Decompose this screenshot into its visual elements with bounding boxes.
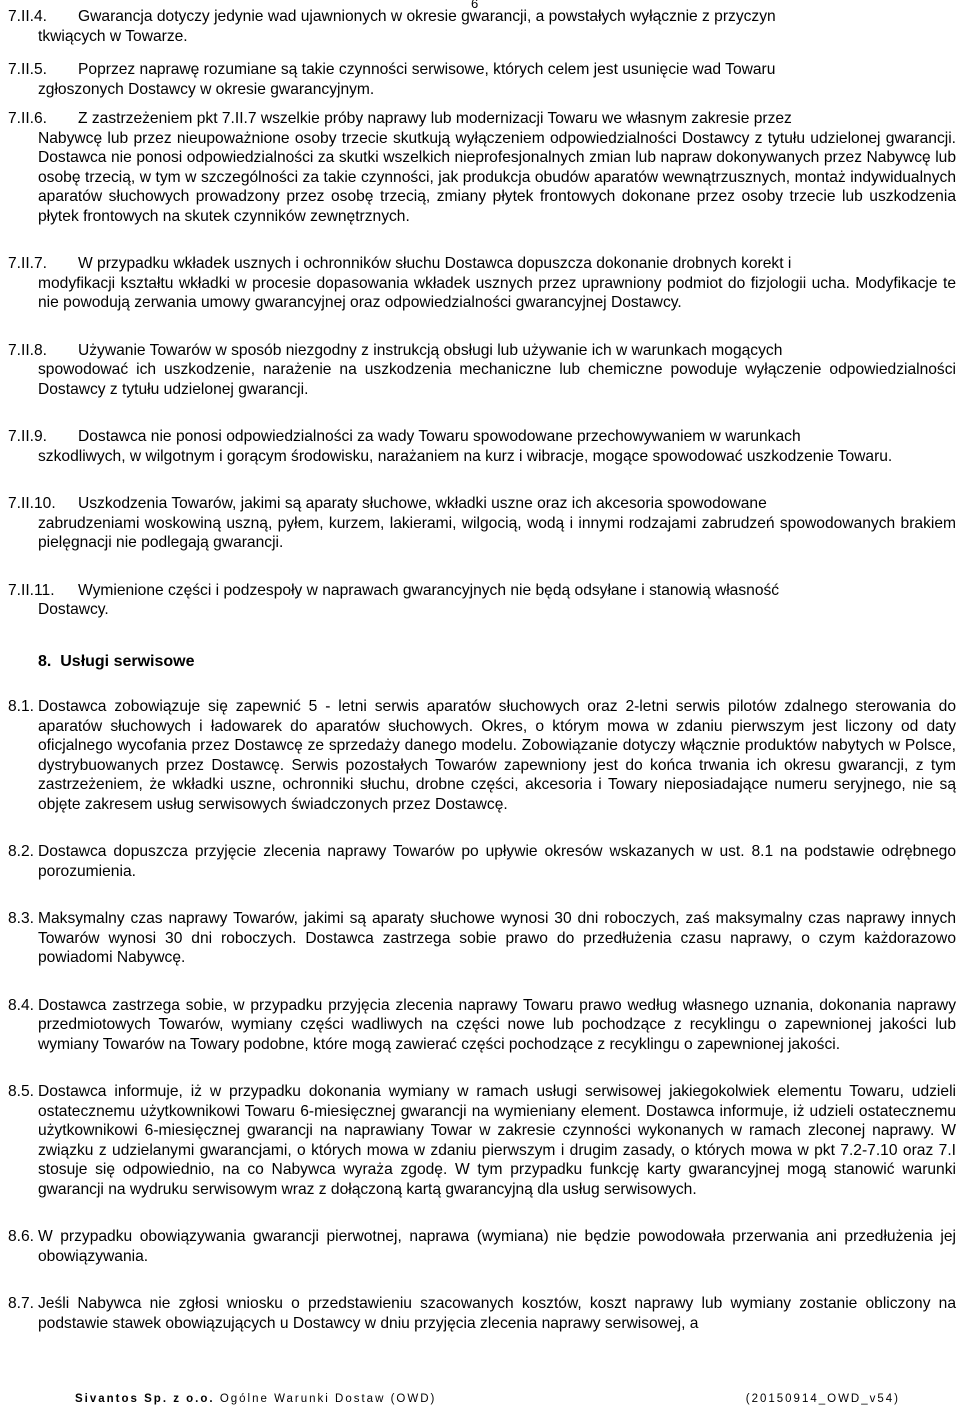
- clause-number: 8.7.: [8, 1295, 35, 1312]
- clause-text: Dostawca zobowiązuje się zapewnić 5 - letni serwis aparatów słuchowych oraz 2-letni serwis pilotów zdalnego sterowania do aparatów słuchowych i ładowarek do aparatów słuchowych. Okres, o którym mowa w zdaniu pierwszym jest liczony od daty oficjalnego wycofania przez Dostawcę ze sprzedaży danego modelu. Zobowiązanie dotyczy włącznie produktów nabytych w Polsce, dystrybuowanych przez Dostawcę. Serwis pozostałych Towarów zapewniony jest do końca trwania ich okresu gwarancji, z tym zastrzeżeniem, że wkładki uszne, ochronniki słuchu, drobne części, akcesoria i Towary nieposiadające numeru seryjnego, nie są objęte zakresem usług serwisowych świadczonych przez Dostawcę.: [38, 698, 956, 813]
- clause-text: Nabywcę lub przez nieupoważnione osoby trzecie skutkują wyłączeniem odpowiedzialności Dostawcy z tytułu udzielonej gwarancji. Dostawca nie ponosi odpowiedzialności za skutki wszelkich nieprofesjonalnych zmian lub napraw dokonywanych przez Nabywcę lub osobę trzecią, w tym w szczególności za takie czynności, jak produkcja obudów aparatów wewnątrzusznych, montaż indywidualnych aparatów słuchowych prowadzony przez osobę trzecią, zmiany płytek frontowych dokonane przez osoby trzecie lub uszkodzenia płytek frontowych na skutek czynników zewnętrznych.: [38, 129, 956, 225]
- clause-number: 8.4.: [8, 996, 35, 1014]
- document-body: [8, 7, 956, 1333]
- clause-text: zgłoszonych Dostawcy w okresie gwarancyjnym.: [38, 80, 375, 98]
- clause-text: Dostawca dopuszcza przyjęcie zlecenia naprawy Towarów po upływie okresów wskazanych w ust. 8.1 na podstawie odrębnego porozumienia.: [38, 843, 956, 880]
- clause-text-head: Dostawca nie ponosi odpowiedzialności za wady Towaru spowodowane przechowywaniem w warunkach: [78, 428, 801, 445]
- clause-8-3: [8, 909, 956, 968]
- clause-number: 8.5.: [8, 1083, 35, 1100]
- section-title: Usługi serwisowe: [60, 652, 195, 670]
- clause-number: 7.II.5.: [8, 61, 48, 78]
- clause-number: 7.II.8.: [8, 341, 48, 359]
- clause-number: 7.II.11.: [8, 581, 55, 599]
- clause-8-2: [8, 842, 956, 881]
- clause-8-7: [8, 1294, 956, 1333]
- clause-text: Dostawca informuje, iż w przypadku dokonania wymiany w ramach usługi serwisowej jakiegokolwiek elementu Towaru, udzieli ostatecznemu użytkownikowi Towaru 6-miesięcznej gwarancji na wymieniany element. Dostawca informuje, iż udzieli ostatecznemu użytkownikowi 6-miesięcznej gwarancji na naprawiany Towar w zakresie czynności wykonanych w ramach zleconej naprawy. W związku z udzielanymi gwarancjami, o których mowa w zdaniu pierwszym i drugim zasady, o których mowa w pkt 7.2-7.10 oraz 7.I stosuje się odpowiednio, na co Nabywca wyraża zgodę. W tym przypadku funkcję karty gwarancyjnej mogą stanowić warunki gwarancji na wydruku serwisowym wraz z dołączoną kartą gwarancyjną dla usług serwisowych.: [38, 1083, 956, 1198]
- page-footer: [75, 1392, 900, 1406]
- clause-7-II-11: [8, 581, 956, 620]
- clause-7-II-4: [8, 7, 956, 46]
- clause-number: 7.II.7.: [8, 255, 48, 272]
- clause-text: spowodować ich uszkodzenie, narażenie na uszkodzenia mechaniczne lub chemiczne powoduje wyłączenie odpowiedzialności Dostawcy z tytułu udzielonej gwarancji.: [38, 361, 956, 398]
- clause-8-4: [8, 996, 956, 1055]
- clause-number: 8.1.: [8, 698, 35, 715]
- clause-text-head: Używanie Towarów w sposób niezgodny z instrukcją obsługi lub używanie ich w warunkach mogących: [78, 341, 783, 359]
- clause-7-II-10: [8, 494, 956, 553]
- clause-text: Dostawcy.: [38, 601, 109, 618]
- footer-document-title: Ogólne Warunki Dostaw (OWD): [219, 1393, 437, 1405]
- clause-7-II-7: [8, 254, 956, 313]
- clause-number: 8.2.: [8, 843, 35, 860]
- footer-document-code: (20150914_OWD_v54): [745, 1393, 900, 1405]
- section-number: 8.: [38, 652, 52, 670]
- clause-8-6: [8, 1227, 956, 1266]
- clause-text: Maksymalny czas naprawy Towarów, jakimi są aparaty słuchowe wynosi 30 dni roboczych, zaś maksymalny czas naprawy innych Towarów wynosi 30 dni roboczych. Dostawca zastrzega sobie prawo do przedłużenia czasu naprawy, o czym każdorazowo powiadomi Nabywcę.: [38, 910, 956, 966]
- clause-text-head: Poprzez naprawę rozumiane są takie czynności serwisowe, których celem jest usunięcie wad Towaru: [78, 61, 776, 78]
- clause-number: 7.II.10.: [8, 495, 56, 512]
- clause-7-II-5: [8, 60, 956, 99]
- clause-text-head: Wymienione części i podzespoły w naprawach gwarancyjnych nie będą odsyłane i stanowią własność: [78, 581, 780, 599]
- clause-text-head: W przypadku wkładek usznych i ochronników słuchu Dostawca dopuszcza dokonanie drobnych korekt i: [78, 255, 792, 272]
- clause-number: 8.6.: [8, 1228, 35, 1245]
- clause-7-II-6: [8, 109, 956, 226]
- clause-7-II-9: [8, 427, 956, 466]
- clause-8-5: [8, 1082, 956, 1199]
- clause-7-II-8: [8, 341, 956, 400]
- footer-company: Sivantos Sp. z o.o.: [75, 1393, 215, 1405]
- clause-text: szkodliwych, w wilgotnym i gorącym środowisku, narażaniem na kurz i wibracje, mogące spowodować uszkodzenie Towaru.: [38, 447, 893, 465]
- clause-text-head: Gwarancja dotyczy jedynie wad ujawnionych w okresie gwarancji, a powstałych wyłącznie z przyczyn: [78, 8, 776, 25]
- clause-text: Dostawca zastrzega sobie, w przypadku przyjęcia zlecenia naprawy Towaru prawo według własnego uznania, dokonania naprawy przedmiotowych Towarów, wymiany części wadliwych na części nowe lub pochodzące z recyklingu o zapewnionej jakości lub wymiany Towarów na Towary podobne, które mogą zawierać części pochodzące z recyklingu o zapewnionej jakości.: [38, 996, 956, 1053]
- clause-text: Jeśli Nabywca nie zgłosi wniosku o przedstawieniu szacowanych kosztów, koszt naprawy lub wymiany zostanie obliczony na podstawie stawek obowiązujących u Dostawcy w dniu przyjęcia zlecenia naprawy serwisowej, a: [38, 1295, 956, 1332]
- clause-text-head: Uszkodzenia Towarów, jakimi są aparaty słuchowe, wkładki uszne oraz ich akcesoria spowodowane: [78, 495, 767, 512]
- page-number: 6: [471, 0, 479, 11]
- section-heading: [8, 652, 956, 672]
- clause-text: modyfikacji kształtu wkładki w procesie dopasowania wkładek usznych przez uprawniony podmiot do fizjologii ucha. Modyfikacje te nie powodują zerwania umowy gwarancyjnej oraz odpowiedzialności gwarancyjnej Dostawcy.: [38, 274, 956, 311]
- clause-number: 7.II.6.: [8, 110, 48, 127]
- clause-text: zabrudzeniami woskowiną uszną, pyłem, kurzem, lakierami, wilgocią, wodą i innymi rodzajami zabrudzeń spowodowanych brakiem pielęgnacji nie podlegają gwarancji.: [38, 514, 956, 551]
- clause-text-head: Z zastrzeżeniem pkt 7.II.7 wszelkie próby naprawy lub modernizacji Towaru we własnym zakresie przez: [78, 110, 792, 127]
- clause-number: 7.II.9.: [8, 428, 48, 445]
- clause-number: 7.II.4.: [8, 8, 48, 25]
- clause-8-1: [8, 697, 956, 814]
- clause-text: tkwiących w Towarze.: [38, 27, 188, 45]
- clause-text: W przypadku obowiązywania gwarancji pierwotnej, naprawa (wymiana) nie będzie powodowała przerwania ani przedłużenia jej obowiązywania.: [38, 1228, 956, 1265]
- clause-number: 8.3.: [8, 910, 35, 927]
